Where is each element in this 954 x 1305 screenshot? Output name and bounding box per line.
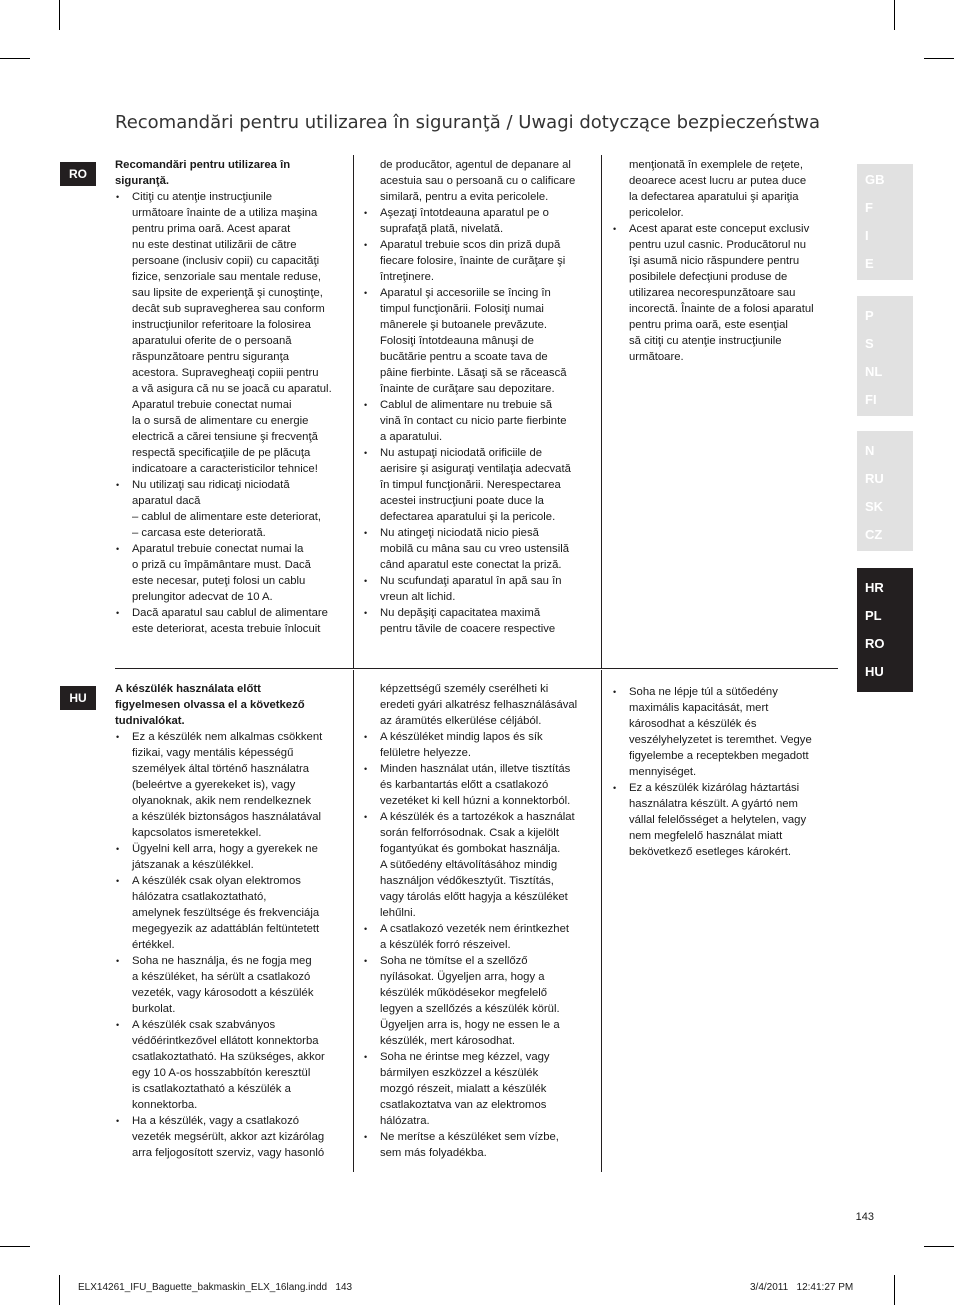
list-item: • Nu scufundaţi aparatul în apă sau în vreun alt lichid. xyxy=(363,573,595,605)
ro-column-1 xyxy=(115,157,345,637)
hu-col2-lead: képzettségű személy cserélheti ki eredeti gyári alkatrész felhasználásával az áramütés elkerülése céljából. xyxy=(380,683,578,727)
language-tab[interactable]: I xyxy=(865,228,869,243)
column-divider xyxy=(353,155,354,668)
list-item: • Soha ne használja, és ne fogja meg a készüléket, ha sérült a csatlakozó vezeték, vagy károsodott a készülék burkolat. xyxy=(115,953,347,1017)
crop-mark xyxy=(894,0,895,30)
ro-col3-lead: menţionată în exemplele de reţete, deoarece acest lucru ar putea duce la defectarea aparatului şi apariţia pericolelor. xyxy=(629,159,807,219)
language-tab[interactable]: NL xyxy=(865,364,883,379)
list-item: • Nu utilizaţi sau ridicaţi niciodată aparatul dacă – cablul de alimentare este deteriorat, – carcasa este deteriorată. xyxy=(115,477,345,541)
list-item: • Soha ne lépje túl a sütőedény maximális kapacitását, mert károsodhat a készülék és veszélyhelyzetet is teremthet. Vegye figyelembe a receptekben megadott mennyiséget. xyxy=(612,684,842,780)
hu-col3-list xyxy=(612,684,842,860)
list-item: • Ha a készülék, vagy a csatlakozó vezeték megsérült, akkor azt kizárólag arra feljogosított szerviz, vagy hasonló xyxy=(115,1113,347,1161)
language-tab[interactable]: F xyxy=(865,200,873,215)
list-item: • Acest aparat este conceput exclusiv pentru uzul casnic. Producătorul nu îşi asumă nicio răspundere pentru posibilele defecţiuni produse de utilizarea necorespunzătoare sau incorectă. Înainte de a folosi aparatul pentru prima oară, este esenţial să citiţi cu atenţie instrucţiunile următoare. xyxy=(612,221,842,365)
list-item: • Aparatul şi accesoriile se încing în timpul funcţionării. Folosiţi numai mânerele şi butoanele prevăzute. Folosiţi întotdeauna mânuşi de bucătărie pentru a scoate tava de pâine fierbinte. Lăsaţi să se răcească înainte de curăţare sau depozitare. xyxy=(363,285,595,397)
footer-file-name: ELX14261_IFU_Baguette_bakmaskin_ELX_16lang.indd 143 xyxy=(78,1282,353,1293)
list-item: • Citiţi cu atenţie instrucţiunile următoare înainte de a utiliza maşina pentru prima oară. Acest aparat nu este destinat utilizării de către persoane (inclusiv copii) cu capacităţi fizice, senzoriale sau mentale reduse, sau lipsite de experienţă şi cunoştinţe, decât sub supravegherea sau conform instrucţiunilor referitoare la folosirea aparatului oferite de o persoană răspunzătoare pentru siguranţa acestora. Supravegheaţi copiii pentru a vă asigura că nu se joacă cu aparatul. Aparatul trebuie conectat numai la o sursă de alimentare cu energie electrică a cărei tensiune şi frecvenţă respectă specificaţiile de pe plăcuţa indicatoare a caracteristicilor tehnice! xyxy=(115,189,345,477)
list-item: • Ez a készülék kizárólag háztartási használatra készült. A gyártó nem vállal felelősséget a helytelen, vagy nem megfelelő használat miatt bekövetkező esetleges károkért. xyxy=(612,780,842,860)
list-item: • Ne merítse a készüléket sem vízbe, sem más folyadékba. xyxy=(363,1129,595,1161)
list-item: • A készüléket mindig lapos és sík felületre helyezze. xyxy=(363,729,595,761)
ro-column-2 xyxy=(363,157,595,637)
hu-col1-list xyxy=(115,729,347,1161)
list-item: • A készülék csak olyan elektromos hálózatra csatlakoztatható, amelynek feszültsége és frekvenciája megegyezik az adattáblán feltüntetett értékkel. xyxy=(115,873,347,953)
language-tab-group-3 xyxy=(857,431,913,551)
language-tab-group-1 xyxy=(857,164,913,280)
ro-col2-list xyxy=(363,205,595,637)
crop-mark xyxy=(924,58,954,59)
list-item: • Aşezaţi întotdeauna aparatul pe o suprafaţă plată, nivelată. xyxy=(363,205,595,237)
hu-language-badge: HU xyxy=(60,686,96,710)
language-tab[interactable]: HR xyxy=(865,580,884,595)
list-item: • Soha ne érintse meg kézzel, vagy bármilyen eszközzel a készülék mozgó részeit, mialatt a készülék csatlakoztatva van az elektromos hálózatra. xyxy=(363,1049,595,1129)
list-item: • Aparatul trebuie conectat numai la o priză cu împământare must. Dacă este necesar, puteţi folosi un cablu prelungitor adecvat de 10 A. xyxy=(115,541,345,605)
language-tab[interactable]: PL xyxy=(865,608,882,623)
language-tab[interactable]: E xyxy=(865,256,874,271)
list-item: • Dacă aparatul sau cablul de alimentare este deteriorat, acesta trebuie înlocuit xyxy=(115,605,345,637)
column-divider xyxy=(601,670,602,1172)
hu-column-2 xyxy=(363,681,595,1161)
language-tab[interactable]: SK xyxy=(865,499,884,514)
crop-mark xyxy=(59,1275,60,1305)
language-tab[interactable]: GB xyxy=(865,172,885,187)
ro-heading: Recomandări pentru utilizarea în siguranţă. xyxy=(115,159,291,187)
column-divider xyxy=(601,155,602,668)
hu-column-3 xyxy=(612,684,842,860)
list-item: • A készülék csak szabványos védőérintkezővel ellátott konnektorba csatlakoztatható. Ha szükséges, akkor egy 10 A-os hosszabbítón keresztül is csatlakoztatható a készülék a konnektorba. xyxy=(115,1017,347,1113)
list-item: • Aparatul trebuie scos din priză după fiecare folosire, înainte de curăţare şi întreţinere. xyxy=(363,237,595,285)
language-tab-group-4-active xyxy=(857,568,913,692)
page-title: Recomandări pentru utilizarea în siguranţă / Uwagi dotyczące bezpieczeństwa xyxy=(115,112,821,133)
list-item: • Cablul de alimentare nu trebuie să vină în contact cu nicio parte fierbinte a aparatului. xyxy=(363,397,595,445)
list-item: • A csatlakozó vezeték nem érintkezhet a készülék forró részeivel. xyxy=(363,921,595,953)
ro-col2-lead: de producător, agentul de depanare al acestuia sau o persoană cu o calificare similară, pentru a evita pericolele. xyxy=(380,159,576,203)
list-item: • Soha ne tömítse el a szellőző nyílásokat. Ügyeljen arra, hogy a készülék működésekor megfelelő legyen a szellőzés a készülék körül. Ügyeljen arra is, hogy ne essen le a készülék, mert károsodhat. xyxy=(363,953,595,1049)
language-tab-group-2 xyxy=(857,296,913,416)
list-item: • Nu atingeţi niciodată nicio piesă mobilă cu mâna sau cu vreo ustensilă când aparatul este conectat la priză. xyxy=(363,525,595,573)
list-item: • Ügyelni kell arra, hogy a gyerekek ne játszanak a készülékkel. xyxy=(115,841,347,873)
section-divider xyxy=(115,668,838,669)
ro-column-3 xyxy=(612,157,842,365)
list-item: • Minden használat után, illetve tisztítás és karbantartás előtt a csatlakozó vezetéket ki kell húzni a konnektorból. xyxy=(363,761,595,809)
language-tab[interactable]: CZ xyxy=(865,527,883,542)
list-item: • Nu depăşiţi capacitatea maximă pentru tăvile de coacere respective xyxy=(363,605,595,637)
crop-mark xyxy=(894,1275,895,1305)
crop-mark xyxy=(59,0,60,30)
language-tab[interactable]: RO xyxy=(865,636,885,651)
language-tab[interactable]: N xyxy=(865,443,875,458)
list-item: • Ez a készülék nem alkalmas csökkent fizikai, vagy mentális képességű személyek által történő használatra (beleértve a gyerekeket is), vagy olyanoknak, akik nem rendelkeznek a készülék biztonságos használatával kapcsolatos ismeretekkel. xyxy=(115,729,347,841)
language-tab[interactable]: HU xyxy=(865,664,884,679)
language-tab[interactable]: P xyxy=(865,308,874,323)
list-item: • Nu astupaţi niciodată orificiile de aerisire şi asiguraţi ventilaţia adecvată în timpul funcţionării. Nerespectarea acestei instrucţiuni poate duce la defectarea aparatului şi la pericole. xyxy=(363,445,595,525)
crop-mark xyxy=(924,1246,954,1247)
language-tab[interactable]: FI xyxy=(865,392,877,407)
ro-col1-list xyxy=(115,189,345,637)
hu-heading: A készülék használata előtt figyelmesen olvassa el a következő tudnivalókat. xyxy=(115,683,305,727)
column-divider xyxy=(353,670,354,1172)
ro-language-badge: RO xyxy=(60,162,96,186)
ro-col3-list xyxy=(612,221,842,365)
crop-mark xyxy=(0,1246,30,1247)
hu-column-1 xyxy=(115,681,347,1161)
list-item: • A készülék és a tartozékok a használat során felforrósodnak. Csak a kijelölt fogantyúkat és gombokat használja. A sütőedény eltávolításához mindig használjon védőkesztyűt. Tisztítás, vagy tárolás előtt hagyja a készüléket lehűlni. xyxy=(363,809,595,921)
crop-mark xyxy=(0,58,30,59)
page-number: 143 xyxy=(855,1211,874,1223)
footer-date: 3/4/2011 12:41:27 PM xyxy=(750,1282,854,1293)
hu-col2-list xyxy=(363,729,595,1161)
language-tab[interactable]: RU xyxy=(865,471,884,486)
language-tab[interactable]: S xyxy=(865,336,874,351)
